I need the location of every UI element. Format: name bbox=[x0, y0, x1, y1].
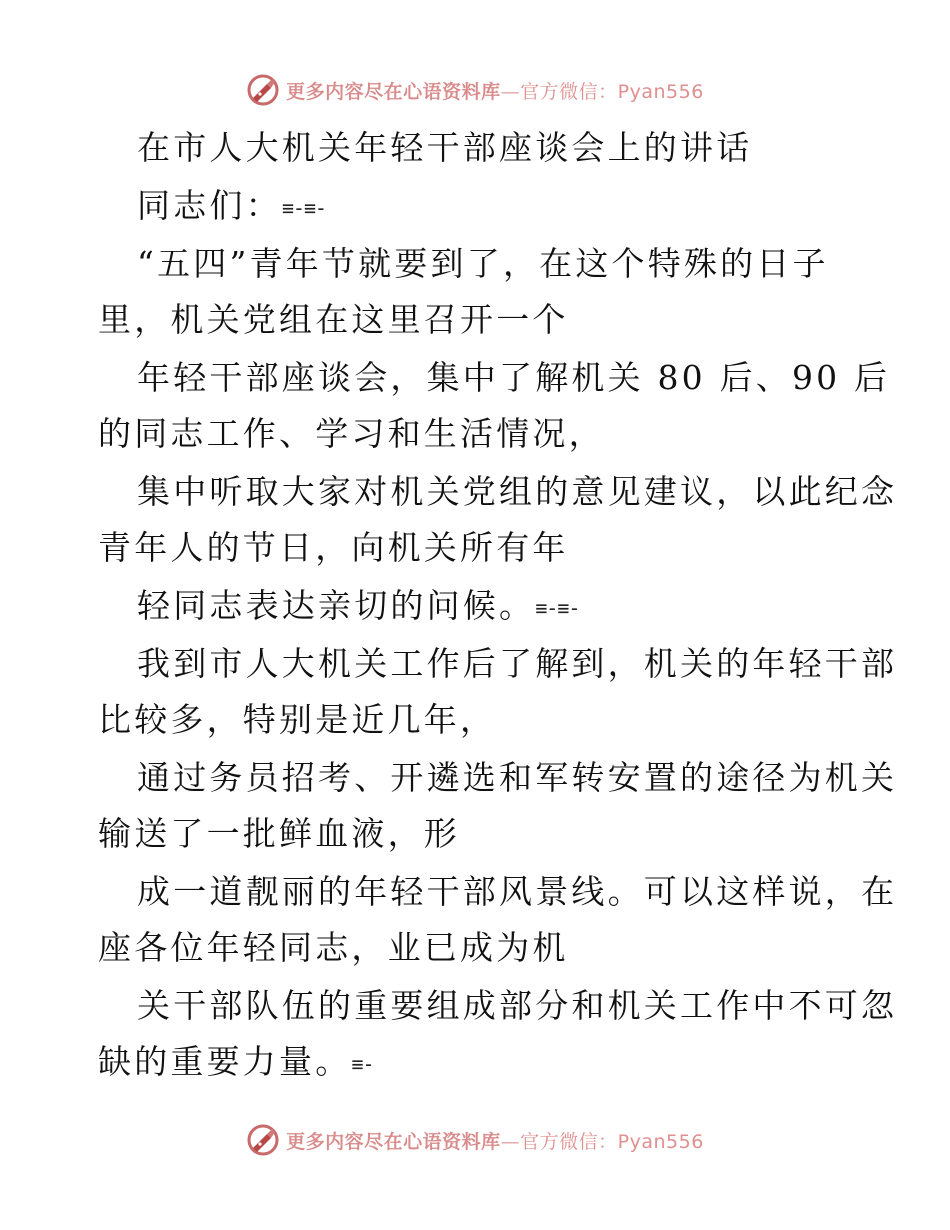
watermark-text: 更多内容尽在心语资料库—官方微信：Pyan556 bbox=[286, 1130, 704, 1153]
format-mark: ≡-≡- bbox=[281, 196, 326, 220]
body-line: 的同志工作、学习和生活情况， bbox=[98, 414, 605, 453]
body-line: 里，机关党组在这里召开一个 bbox=[98, 300, 569, 339]
body-line: 座各位年轻同志，业已成为机 bbox=[98, 928, 569, 967]
pen-nib-logo-icon bbox=[246, 73, 280, 107]
watermark-text: 更多内容尽在心语资料库—官方微信：Pyan556 bbox=[286, 80, 704, 103]
body-line: 比较多，特别是近几年， bbox=[98, 700, 497, 739]
body-line: 轻同志表达亲切的问候。≡-≡- bbox=[137, 586, 579, 628]
body-line: 年轻干部座谈会，集中了解机关 80 后、90 后 bbox=[137, 358, 891, 397]
footer-watermark bbox=[0, 1120, 950, 1160]
body-line: 青年人的节日，向机关所有年 bbox=[98, 528, 569, 567]
body-line: “五四”青年节就要到了，在这个特殊的日子 bbox=[137, 244, 829, 283]
body-line: 我到市人大机关工作后了解到，机关的年轻干部 bbox=[137, 644, 898, 683]
body-line: 集中听取大家对机关党组的意见建议，以此纪念 bbox=[137, 472, 898, 511]
body-line: 缺的重要力量。≡- bbox=[98, 1042, 374, 1084]
header-watermark bbox=[0, 70, 950, 110]
body-line: 输送了一批鲜血液，形 bbox=[98, 814, 460, 853]
pen-nib-logo-icon bbox=[246, 1123, 280, 1157]
body-line: 成一道靓丽的年轻干部风景线。可以这样说，在 bbox=[137, 872, 898, 911]
salutation: 同志们：≡-≡- bbox=[137, 186, 326, 228]
format-mark: ≡-≡- bbox=[535, 596, 580, 620]
document-title: 在市人大机关年轻干部座谈会上的讲话 bbox=[137, 128, 753, 167]
body-line: 通过务员招考、开遴选和军转安置的途径为机关 bbox=[137, 758, 898, 797]
format-mark: ≡- bbox=[351, 1052, 374, 1076]
body-line: 关干部队伍的重要组成部分和机关工作中不可忽 bbox=[137, 986, 898, 1025]
